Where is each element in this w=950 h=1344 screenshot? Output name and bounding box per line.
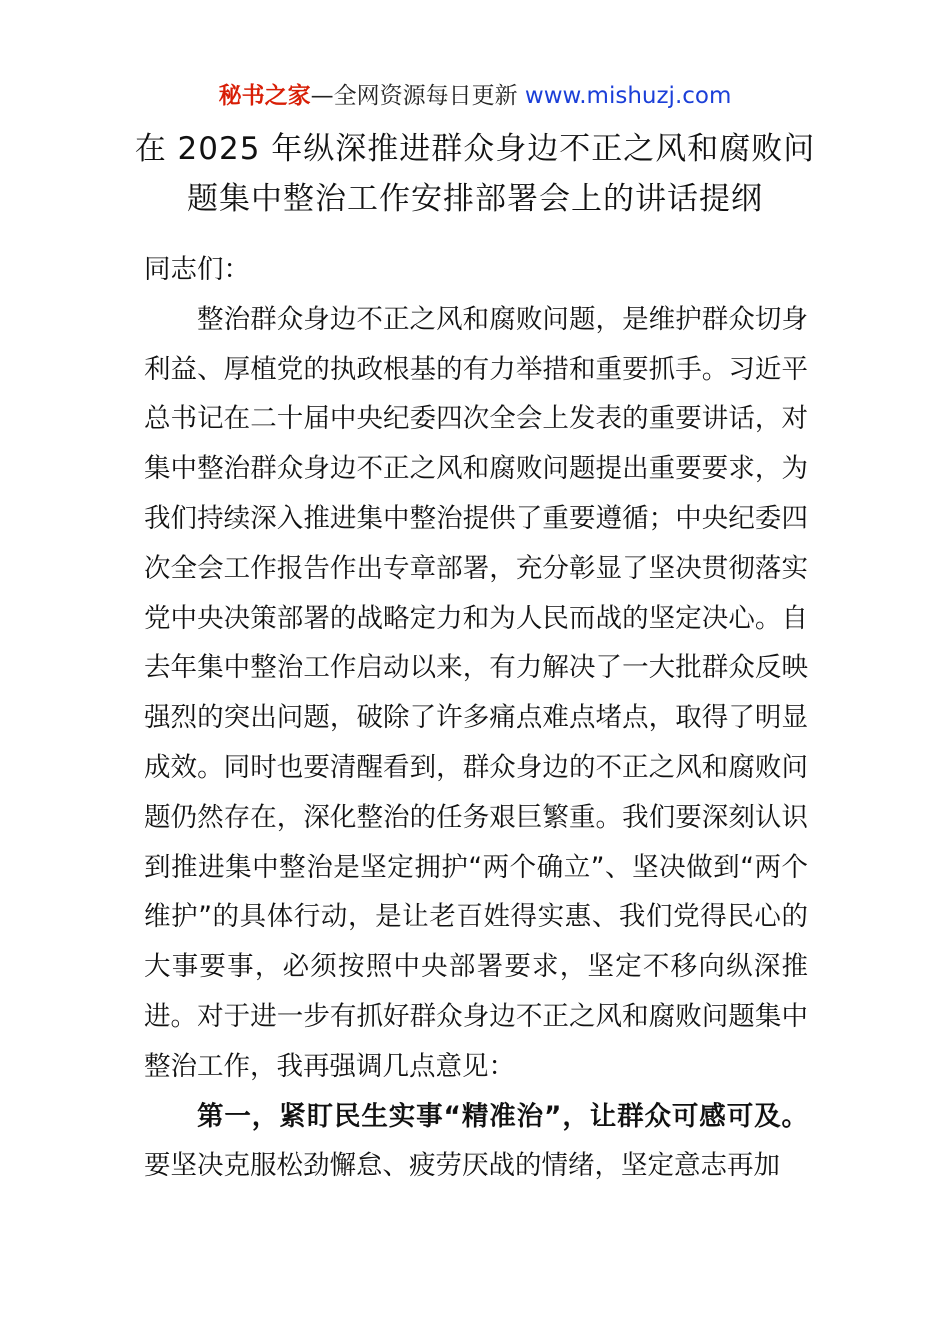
section-1-heading: 第一，紧盯民生实事“精准治”，让群众可感可及。 (197, 1100, 808, 1132)
header-tagline: —全网资源每日更新 (310, 83, 525, 109)
section-1-paragraph (144, 1092, 808, 1192)
paragraph-intro: 整治群众身边不正之风和腐败问题，是维护群众切身利益、厚植党的执政根基的有力举措和重要抓手。习近平总书记在二十届中央纪委四次全会上发表的重要讲话，对集中整治群众身边不正之风和腐败问题提出重要要求，为我们持续深入推进集中整治提供了重要遵循；中央纪委四次全会工作报告作出专章部署，充分彰显了坚决贯彻落实党中央决策部署的战略定力和为人民而战的坚定决心。自去年集中整治工作启动以来，有力解决了一大批群众反映强烈的突出问题，破除了许多痛点难点堵点，取得了明显成效。同时也要清醒看到，群众身边的不正之风和腐败问题仍然存在，深化整治的任务艰巨繁重。我们要深刻认识到推进集中整治是坚定拥护“两个确立”、坚决做到“两个维护”的具体行动，是让老百姓得实惠、我们党得民心的大事要事，必须按照中央部署要求，坚定不移向纵深推进。对于进一步有抓好群众身边不正之风和腐败问题集中整治工作，我再强调几点意见： (144, 303, 808, 1082)
section-1-text: 要坚决克服松劲懈怠、疲劳厌战的情绪，坚定意志再加 (144, 1150, 780, 1182)
document-title: 在 2025 年纵深推进群众身边不正之风和腐败问题集中整治工作安排部署会上的讲话提纲 (134, 131, 816, 217)
brand-name: 秘书之家 (218, 83, 311, 109)
site-url-link[interactable]: www.mishuzj.com (524, 83, 732, 109)
site-header (0, 80, 950, 112)
document-body (144, 245, 808, 1191)
salutation: 同志们： (144, 254, 250, 285)
